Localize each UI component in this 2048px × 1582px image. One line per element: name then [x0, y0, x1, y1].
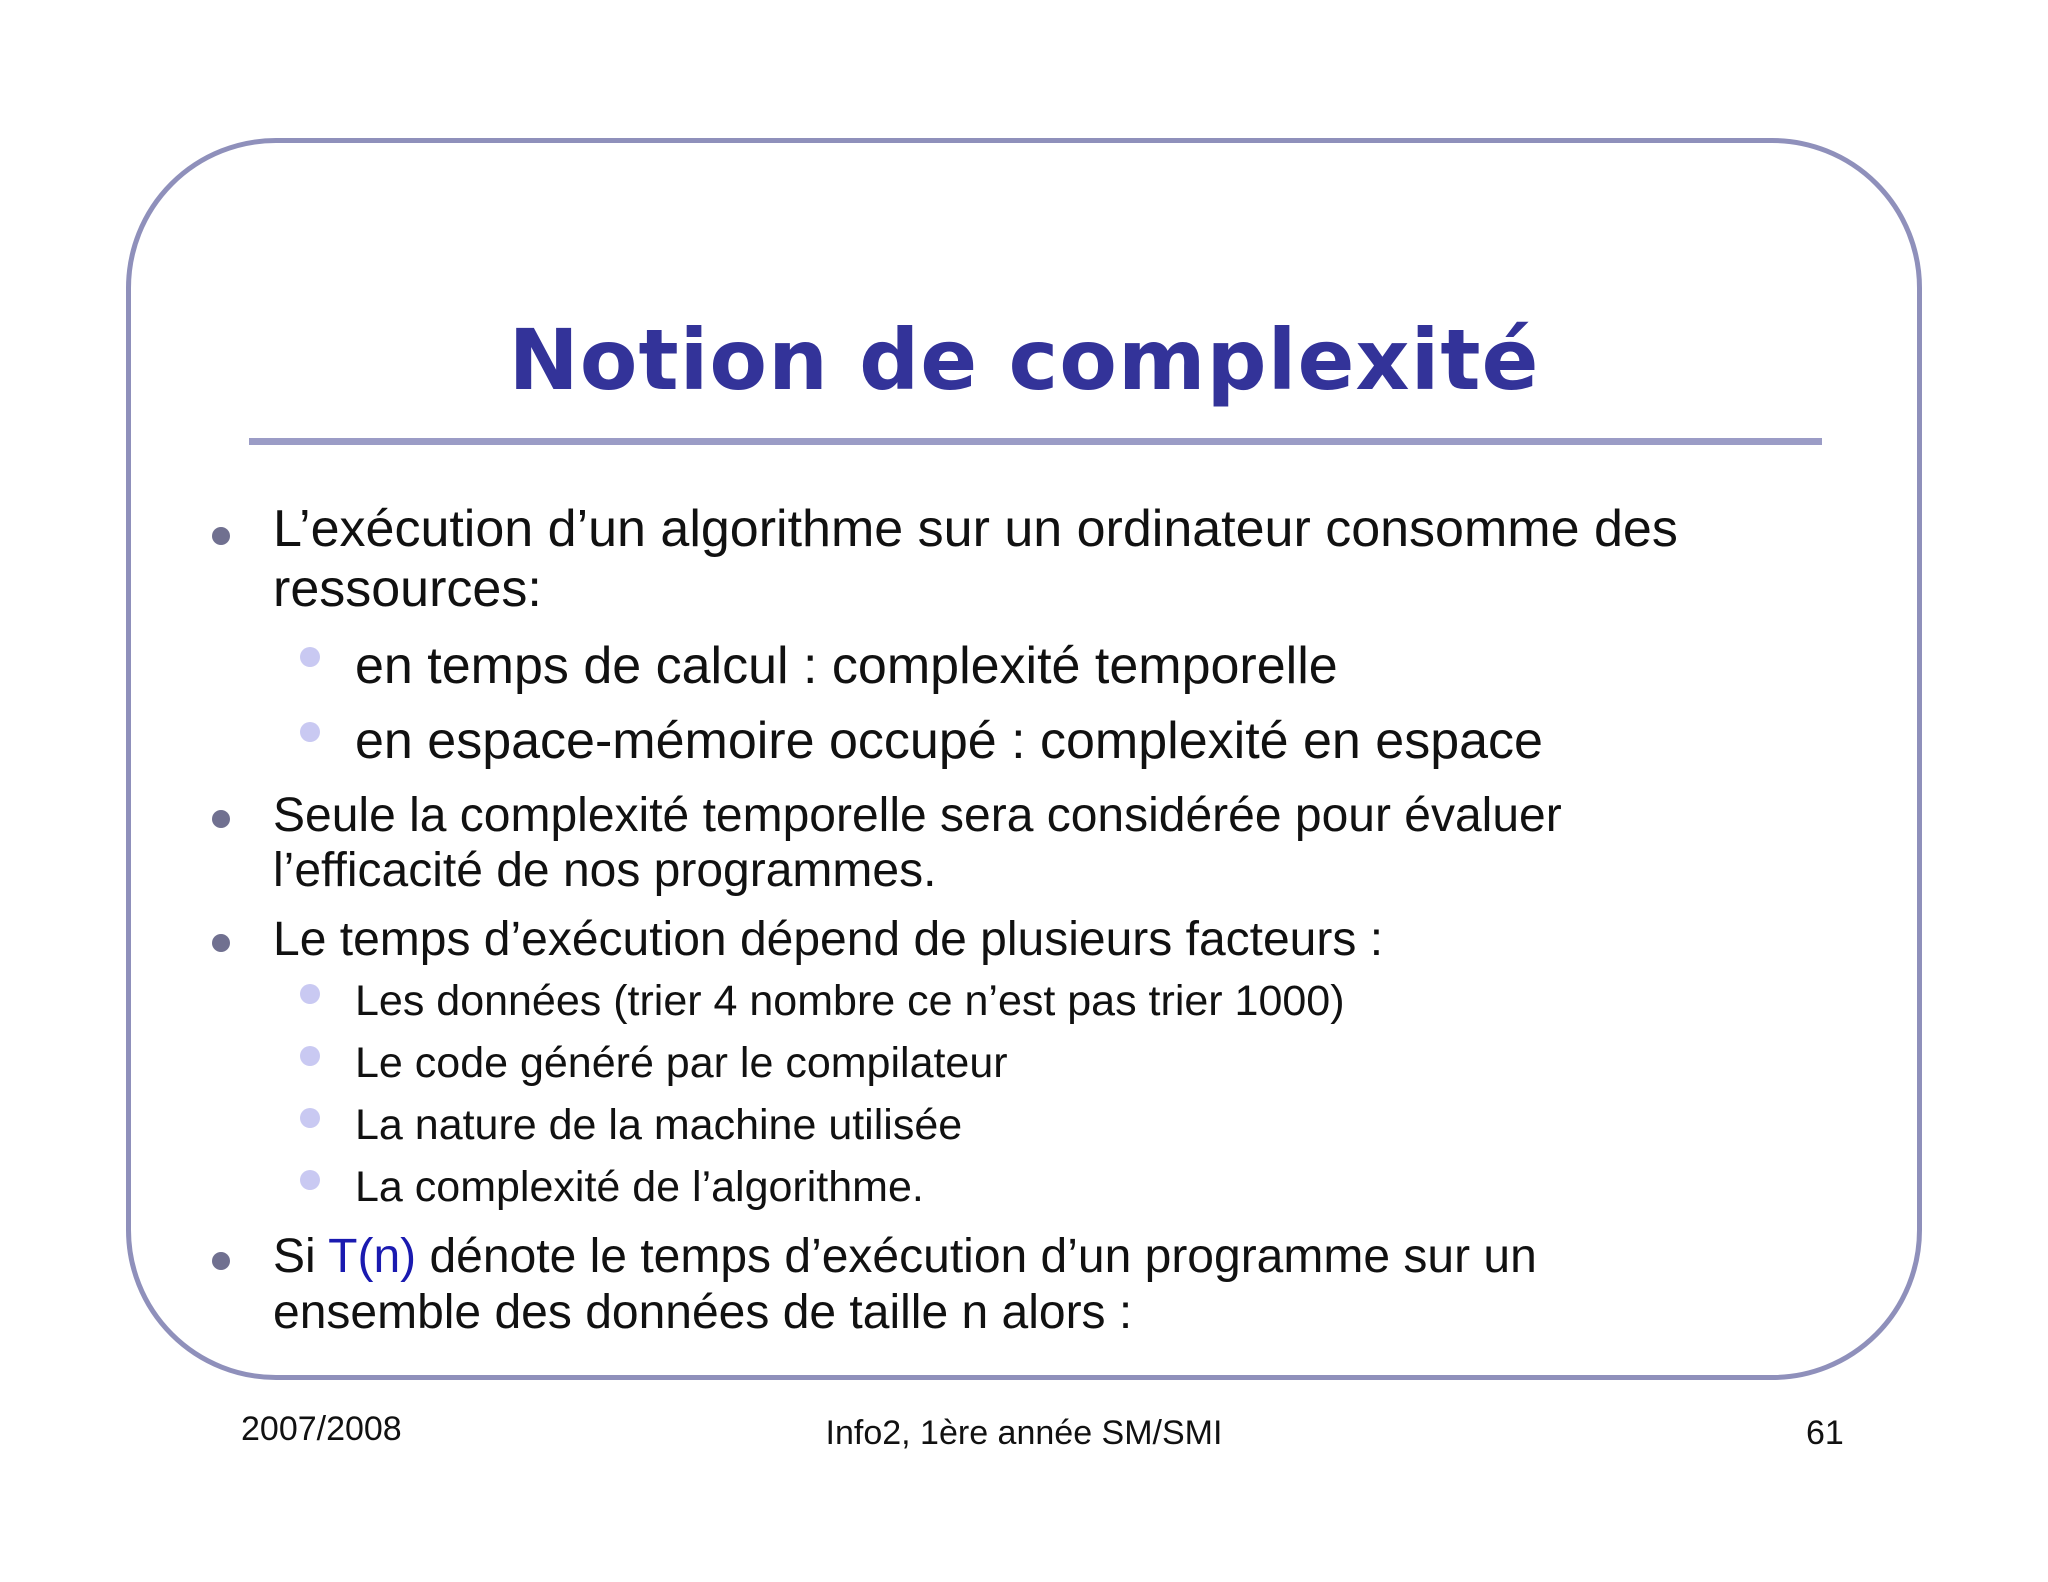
sub-bullet-text: Le code généré par le compilateur [355, 1039, 1008, 1087]
sub-bullet-dot-icon [300, 647, 320, 667]
math-highlight: T(n) [328, 1230, 417, 1283]
sub-bullet-text: Les données (trier 4 nombre ce n’est pas trier 1000) [355, 977, 1345, 1025]
title-underline [249, 438, 1822, 445]
sub-bullet-text: La nature de la machine utilisée [355, 1101, 963, 1149]
sub-bullet-dot-icon [300, 1046, 320, 1066]
sub-bullet-dot-icon [300, 984, 320, 1004]
bullet-dot-icon [212, 934, 230, 952]
slide-title: Notion de complexité [508, 311, 1540, 409]
sub-bullet-text: La complexité de l’algorithme. [355, 1163, 924, 1211]
bullet-text-rest: dénote le temps d’exécution d’un programme sur un [416, 1230, 1537, 1283]
footer-date: 2007/2008 [241, 1410, 402, 1448]
footer-course: Info2, 1ère année SM/SMI [825, 1414, 1223, 1452]
bullet-text-line: Le temps d’exécution dépend de plusieurs facteurs : [273, 913, 1384, 966]
bullet-text-line: L’exécution d’un algorithme sur un ordinateur consomme des [273, 500, 1678, 558]
bullet-text-line: ensemble des données de taille n alors : [273, 1286, 1133, 1339]
footer-page-number: 61 [1806, 1414, 1844, 1452]
bullet-text-line [273, 1229, 1537, 1284]
bullet-dot-icon [212, 1252, 230, 1270]
sub-bullet-text: en espace-mémoire occupé : complexité en espace [355, 712, 1543, 770]
sub-bullet-text: en temps de calcul : complexité temporelle [355, 637, 1338, 695]
bullet-dot-icon [212, 527, 230, 545]
bullet-prefix: Si [273, 1230, 329, 1283]
sub-bullet-dot-icon [300, 1170, 320, 1190]
sub-bullet-dot-icon [300, 1108, 320, 1128]
bullet-text-line: Seule la complexité temporelle sera considérée pour évaluer [273, 789, 1562, 842]
bullet-text-line: ressources: [273, 560, 542, 618]
sub-bullet-dot-icon [300, 722, 320, 742]
bullet-text-line: l’efficacité de nos programmes. [273, 844, 937, 897]
bullet-dot-icon [212, 810, 230, 828]
